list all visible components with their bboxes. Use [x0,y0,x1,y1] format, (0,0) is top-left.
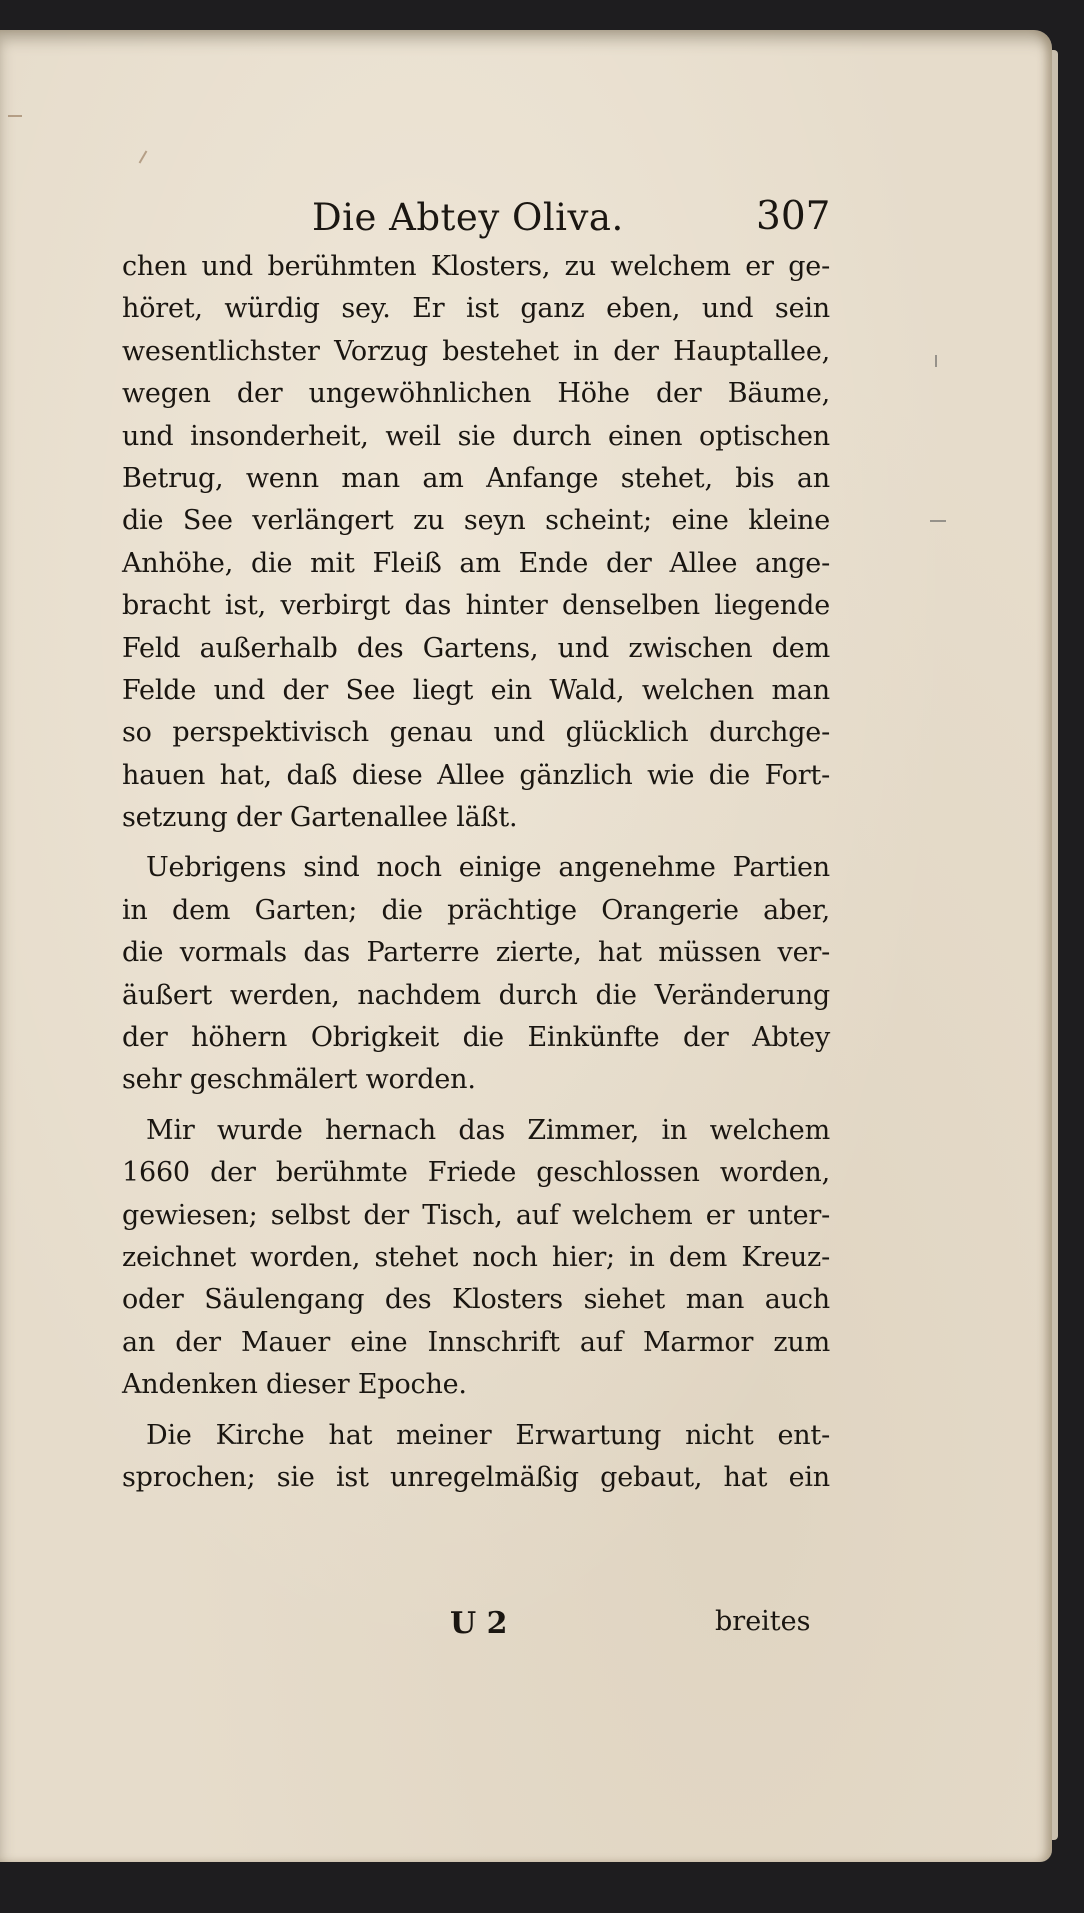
text-line: gewiesen; selbst der Tisch, auf welchem er unter- [122,1199,830,1231]
text-line: an der Mauer eine Innschrift auf Marmor zum [122,1326,830,1358]
paper-fleck [8,115,22,117]
text-line: äußert werden, nachdem durch die Veränderung [122,979,830,1011]
text-line: 1660 der berühmte Friede geschlossen worden, [122,1157,830,1189]
text-line: so perspektivisch genau und glücklich durchge- [122,717,830,749]
page-header [0,188,1052,248]
text-line: Andenken dieser Epoche. [122,1369,467,1401]
text-line: Feld außerhalb des Gartens, und zwischen dem [122,632,830,664]
text-line: Felde und der See liegt ein Wald, welchen man [122,674,830,706]
text-line: die vormals das Parterre zierte, hat müssen ver- [122,937,830,969]
text-line: Anhöhe, die mit Fleiß am Ende der Allee ange- [122,547,830,579]
body-text [122,246,830,1499]
text-line: in dem Garten; die prächtige Orangerie aber, [122,894,830,926]
paragraph [122,1110,830,1407]
paper-fleck [139,150,148,163]
text-line: Mir wurde hernach das Zimmer, in welchem [146,1114,830,1146]
text-line: chen und berühmten Klosters, zu welchem er ge- [122,251,830,282]
text-line: die See verlängert zu seyn scheint; eine kleine [122,505,830,537]
book-page [0,30,1052,1862]
paragraph-gap [122,1102,830,1110]
text-line: oder Säulengang des Klosters siehet man auch [122,1284,830,1316]
text-line: setzung der Gartenallee läßt. [122,802,518,834]
text-line: wegen der ungewöhnlichen Höhe der Bäume, [122,378,830,410]
paragraph [122,847,830,1101]
page-edge [1052,50,1058,1840]
text-line: zeichnet worden, stehet noch hier; in dem Kreuz- [122,1241,830,1273]
paragraph [122,1415,830,1500]
catchword: breites [715,1606,811,1637]
signature-mark: U 2 [450,1606,508,1641]
text-line: Die Kirche hat meiner Erwartung nicht ent- [146,1419,830,1451]
text-line: der höhern Obrigkeit die Einkünfte der Abtey [122,1022,830,1054]
text-line: sprochen; sie ist unregelmäßig gebaut, hat ein [122,1461,830,1493]
paragraph-gap [122,1407,830,1415]
running-title: Die Abtey Oliva. [312,196,624,239]
paragraph [122,246,830,839]
text-line: sehr geschmälert worden. [122,1064,476,1096]
page-number: 307 [756,194,831,239]
page-footer [0,1604,1052,1650]
text-line: höret, würdig sey. Er ist ganz eben, und sein [122,293,830,325]
paragraph-gap [122,839,830,847]
text-line: Uebrigens sind noch einige angenehme Partien [146,852,830,884]
paper-fleck [930,520,946,522]
text-line: hauen hat, daß diese Allee gänzlich wie die Fort- [122,759,830,791]
paper-fleck [935,355,937,367]
text-line: wesentlichster Vorzug bestehet in der Hauptallee, [122,335,830,367]
text-line: bracht ist, verbirgt das hinter denselben liegende [122,590,830,622]
text-line: und insonderheit, weil sie durch einen optischen [122,420,830,452]
text-line: Betrug, wenn man am Anfange stehet, bis an [122,462,830,494]
